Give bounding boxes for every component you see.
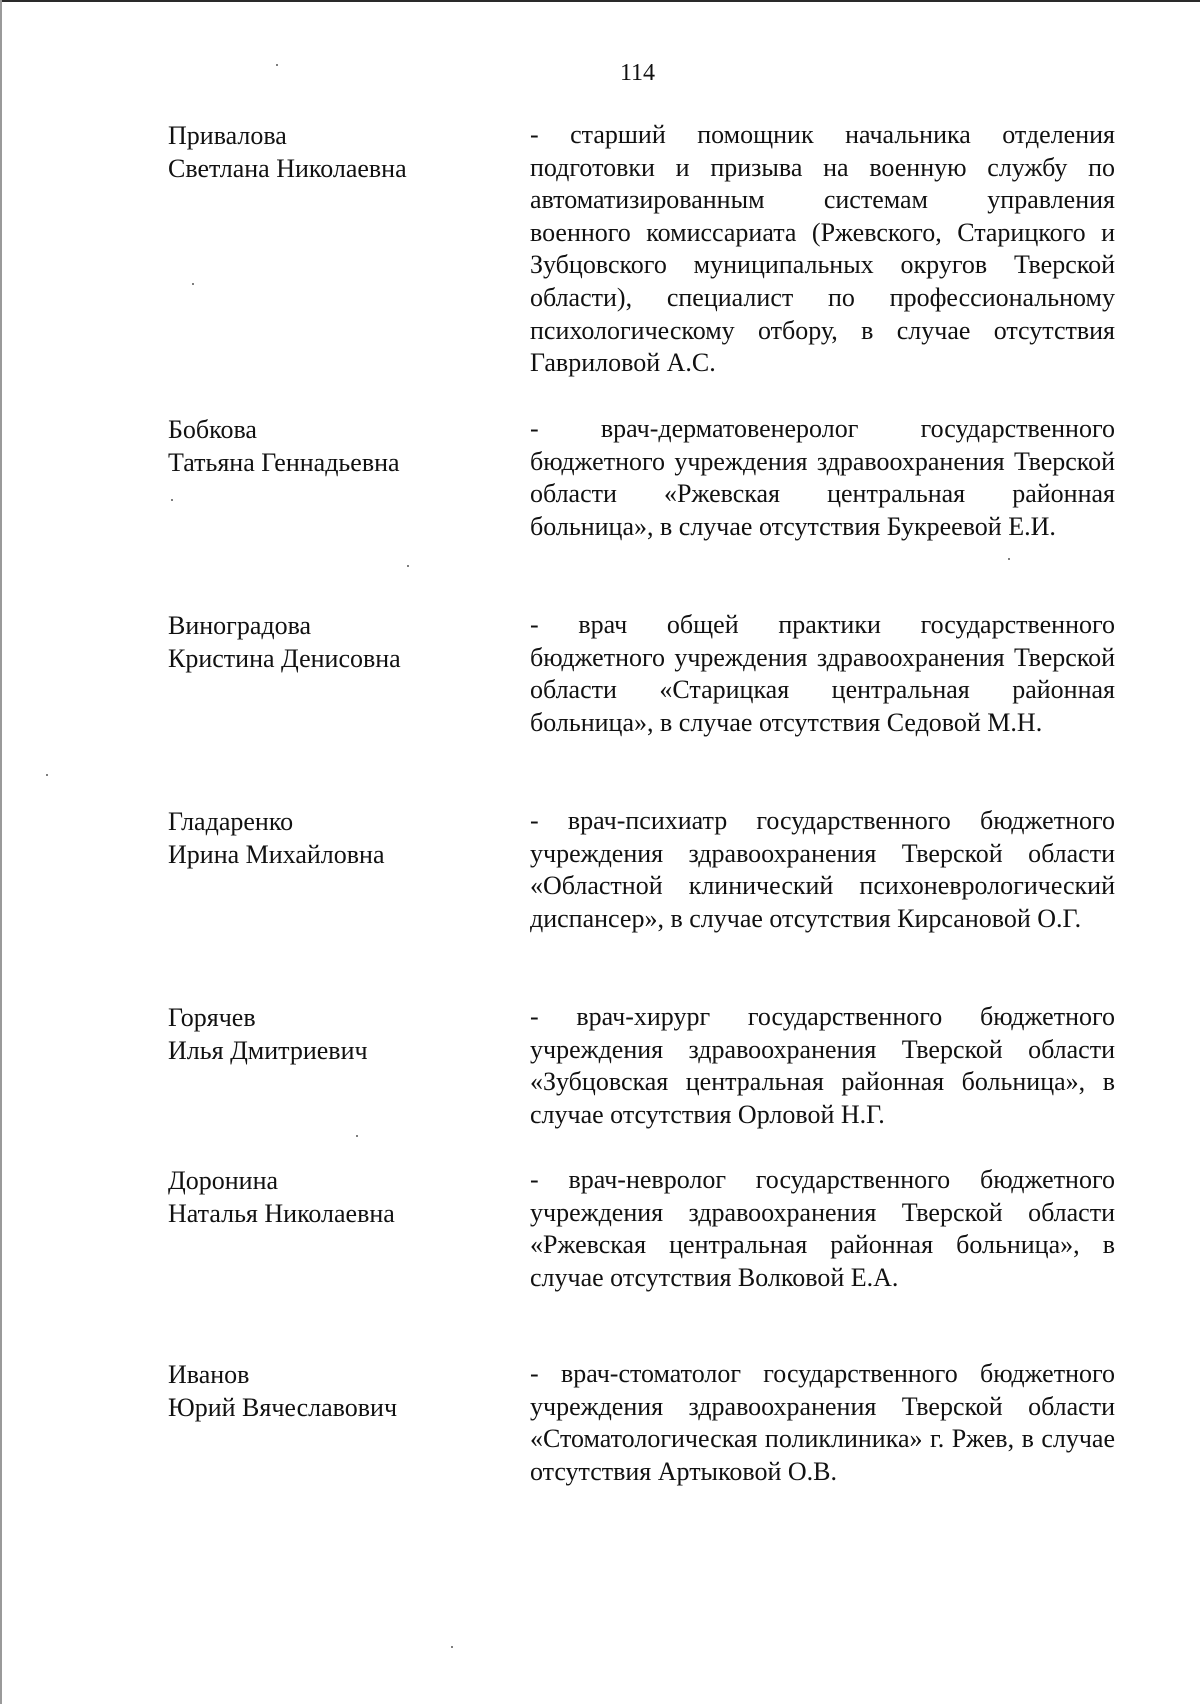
given-names: Татьяна Геннадьевна: [168, 448, 400, 477]
position-description: - врач общей практики государственного бюджетного учреждения здравоохранения Тверской области «Старицкая центральная районная больница», в случае отсутствия Седовой М.Н.: [530, 610, 1115, 737]
scan-speck: [171, 499, 173, 501]
position-description: - врач-невролог государственного бюджетного учреждения здравоохранения Тверской области «Ржевская центральная районная больница», в случае отсутствия Волковой Е.А.: [530, 1165, 1115, 1292]
position-description: - врач-психиатр государственного бюджетного учреждения здравоохранения Тверской области «Областной клинический психоневрологический диспансер», в случае отсутствия Кирсановой О.Г.: [530, 806, 1115, 933]
given-names: Кристина Денисовна: [168, 644, 401, 673]
scan-speck: [46, 774, 48, 776]
given-names: Ирина Михайловна: [168, 840, 385, 869]
scan-speck: [356, 1135, 358, 1137]
position-description: - врач-стоматолог государственного бюджетного учреждения здравоохранения Тверской области «Стоматологическая поликлиника» г. Ржев, в случае отсутствия Артыковой О.В.: [530, 1359, 1115, 1486]
person-name: [168, 1164, 508, 1230]
scan-speck: [451, 1646, 453, 1648]
person-name: [168, 609, 508, 675]
scan-speck: [276, 64, 278, 66]
person-name: [168, 805, 508, 871]
scan-speck: [192, 283, 194, 285]
given-names: Светлана Николаевна: [168, 154, 407, 183]
position-description: - врач-дерматовенеролог государственного бюджетного учреждения здравоохранения Тверской области «Ржевская центральная районная больница», в случае отсутствия Букреевой Е.И.: [530, 414, 1115, 541]
page-number: 114: [619, 60, 656, 86]
scan-speck: [1008, 558, 1010, 560]
scan-speck: [407, 565, 409, 567]
surname: Доронина: [168, 1166, 279, 1195]
person-name: [168, 1001, 508, 1067]
person-name: [168, 1358, 508, 1424]
surname: Горячев: [168, 1003, 256, 1032]
surname: Иванов: [168, 1360, 250, 1389]
surname: Бобкова: [168, 415, 257, 444]
given-names: Юрий Вячеславович: [168, 1393, 398, 1422]
given-names: Илья Дмитриевич: [168, 1036, 368, 1065]
scan-left-edge: [0, 0, 2, 1704]
scan-top-edge: [0, 0, 1200, 2]
position-description: - старший помощник начальника отделения подготовки и призыва на военную службу по автоматизированным системам управления военного комиссариата (Ржевского, Старицкого и Зубцовского муниципальных округов Тверской области), специалист по профессиональному психологическому отбору, в случае отсутствия Гавриловой А.С.: [530, 120, 1115, 378]
surname: Привалова: [168, 121, 287, 150]
person-name: [168, 413, 508, 479]
surname: Виноградова: [168, 611, 312, 640]
person-name: [168, 119, 508, 185]
given-names: Наталья Николаевна: [168, 1199, 395, 1228]
surname: Гладаренко: [168, 807, 294, 836]
position-description: - врач-хирург государственного бюджетного учреждения здравоохранения Тверской области «Зубцовская центральная районная больница», в случае отсутствия Орловой Н.Г.: [530, 1002, 1115, 1129]
